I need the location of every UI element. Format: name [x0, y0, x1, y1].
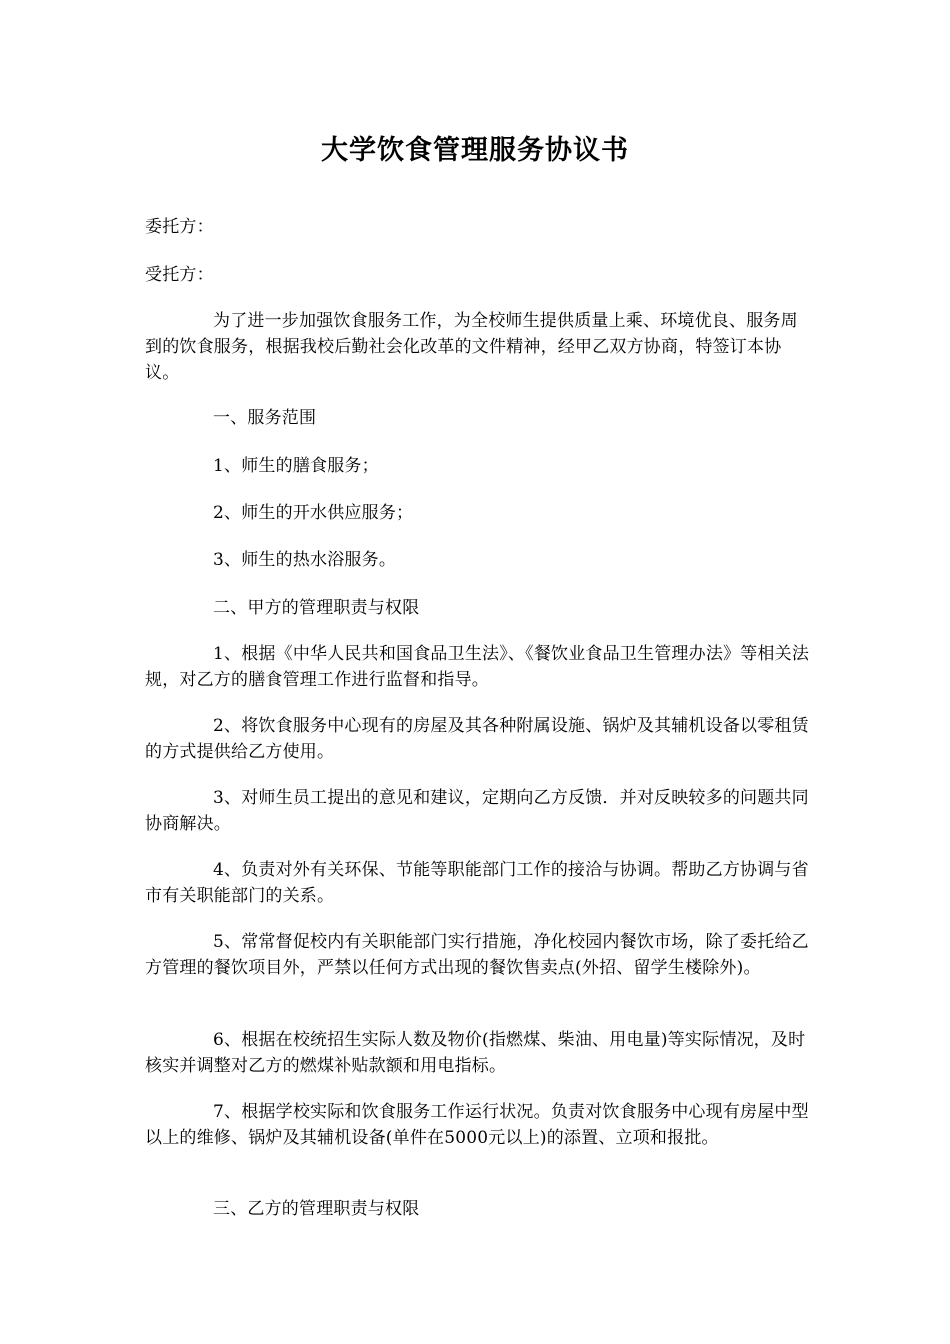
document-title: 大学饮食管理服务协议书 — [321, 135, 629, 166]
paragraph-contractor: 受托方： — [145, 265, 214, 285]
paragraph-client: 委托方： — [145, 217, 214, 237]
list-item: 3、对师生员工提出的意见和建议，定期向乙方反馈．并对反映较多的问题共同协商解决。 — [145, 788, 809, 834]
list-item: 2、师生的开水供应服务； — [213, 503, 414, 523]
list-item: 1、师生的膳食服务； — [213, 456, 379, 476]
section-heading-service-scope: 一、服务范围 — [213, 408, 317, 428]
list-item: 5、常常督促校内有关职能部门实行措施，净化校园内餐饮市场，除了委托给乙方管理的餐饮项目外，严禁以任何方式出现的餐饮售卖点(外招、留学生楼除外)。 — [145, 932, 809, 978]
list-item: 4、负责对外有关环保、节能等职能部门工作的接洽与协调。帮助乙方协调与省市有关职能部门的关系。 — [145, 860, 809, 906]
section-heading-party-a: 二、甲方的管理职责与权限 — [213, 598, 420, 618]
list-item: 3、师生的热水浴服务。 — [213, 550, 397, 570]
list-item: 1、根据《中华人民共和国食品卫生法》、《餐饮业食品卫生管理办法》等相关法规，对乙方的膳食管理工作进行监督和指导。 — [145, 644, 810, 690]
section-heading-party-b: 三、乙方的管理职责与权限 — [213, 1199, 420, 1219]
list-item: 6、根据在校统招生实际人数及物价(指燃煤、柴油、用电量)等实际情况，及时核实并调整对乙方的燃煤补贴款额和用电指标。 — [145, 1030, 806, 1076]
list-item: 7、根据学校实际和饮食服务工作运行状况。负责对饮食服务中心现有房屋中型以上的维修、锅炉及其辅机设备(单件在5000元以上)的添置、立项和报批。 — [145, 1102, 809, 1148]
paragraph-preamble: 为了进一步加强饮食服务工作，为全校师生提供质量上乘、环境优良、服务周到的饮食服务，根据我校后勤社会化改革的文件精神，经甲乙双方协商，特签订本协议。 — [145, 311, 798, 383]
list-item: 2、将饮食服务中心现有的房屋及其各种附属设施、锅炉及其辅机设备以零租赁的方式提供给乙方使用。 — [145, 716, 809, 762]
